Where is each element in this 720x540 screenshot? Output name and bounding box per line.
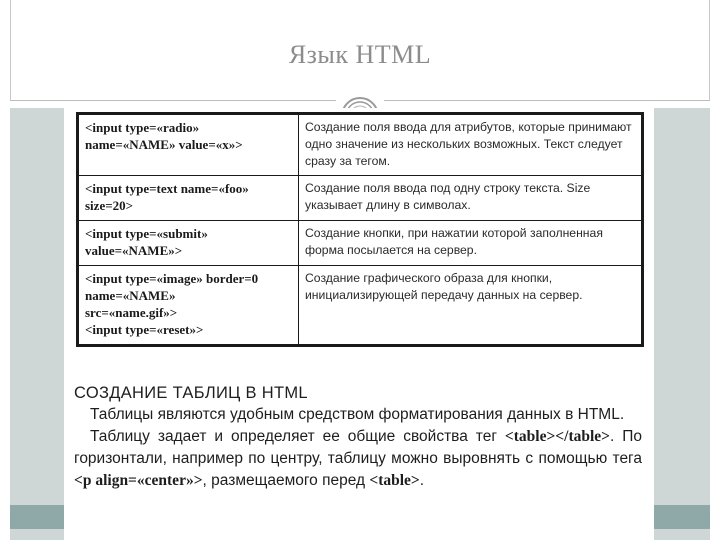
code-cell xyxy=(78,221,299,266)
input-tags-table xyxy=(76,112,644,347)
paragraph-table-tag xyxy=(74,426,642,492)
left-footer-bar xyxy=(10,505,64,529)
table-row xyxy=(78,176,643,221)
title-rule-left xyxy=(10,100,336,101)
code-cell xyxy=(78,266,299,346)
code-word: <table></table> xyxy=(504,428,610,445)
code-word: <table> xyxy=(369,472,420,489)
section-heading: СОЗДАНИЕ ТАБЛИЦ В HTML xyxy=(74,384,308,402)
paragraph-text: . xyxy=(419,472,425,489)
code-line: <input type=text name=«foo» xyxy=(85,181,249,196)
description-cell: Создание графического образа для кнопки, инициализирующей передачу данных на сервер. xyxy=(299,266,643,346)
code-word: <p align=«center»> xyxy=(74,472,203,489)
description-cell: Создание кнопки, при нажатии которой заполненная форма посылается на сервер. xyxy=(299,221,643,266)
code-line: <input type=«radio» xyxy=(85,120,200,135)
code-line: size=20> xyxy=(85,198,134,213)
table-row xyxy=(78,266,643,346)
code-cell xyxy=(78,176,299,221)
code-cell xyxy=(78,114,299,176)
code-line: name=«NAME» value=«x»> xyxy=(85,137,243,152)
paragraph-text: . По горизонтали, например по центру, таблицу можно выровнять с помощью тега xyxy=(74,428,643,467)
table-row xyxy=(78,114,643,176)
title-rule-right xyxy=(384,100,710,101)
description-cell: Создание поля ввода под одну строку текста. Size указывает длину в символах. xyxy=(299,176,643,221)
left-side-panel xyxy=(10,108,64,540)
right-side-panel xyxy=(654,108,710,540)
paragraph-intro: Таблицы являются удобным средством форматирования данных в HTML. xyxy=(90,406,625,423)
scanned-page xyxy=(64,108,654,540)
code-line: <input type=«image» border=0 xyxy=(85,271,259,286)
table-row xyxy=(78,221,643,266)
code-line: <input type=«reset»> xyxy=(85,322,204,337)
code-line: name=«NAME» xyxy=(85,288,176,303)
right-footer-bar xyxy=(654,505,710,529)
section-text xyxy=(74,382,642,492)
slide-title: Язык HTML xyxy=(288,40,432,69)
code-line: value=«NAME»> xyxy=(85,243,183,258)
description-cell: Создание поля ввода для атрибутов, которые принимают одно значение из нескольких возможных. Текст следует сразу за тегом. xyxy=(299,114,643,176)
code-line: <input type=«submit» xyxy=(85,226,208,241)
paragraph-text: Таблицу задает и определяет ее общие свойства тег xyxy=(90,428,505,445)
code-line: src=«name.gif»> xyxy=(85,305,178,320)
paragraph-text: , размещаемого перед xyxy=(202,472,370,489)
